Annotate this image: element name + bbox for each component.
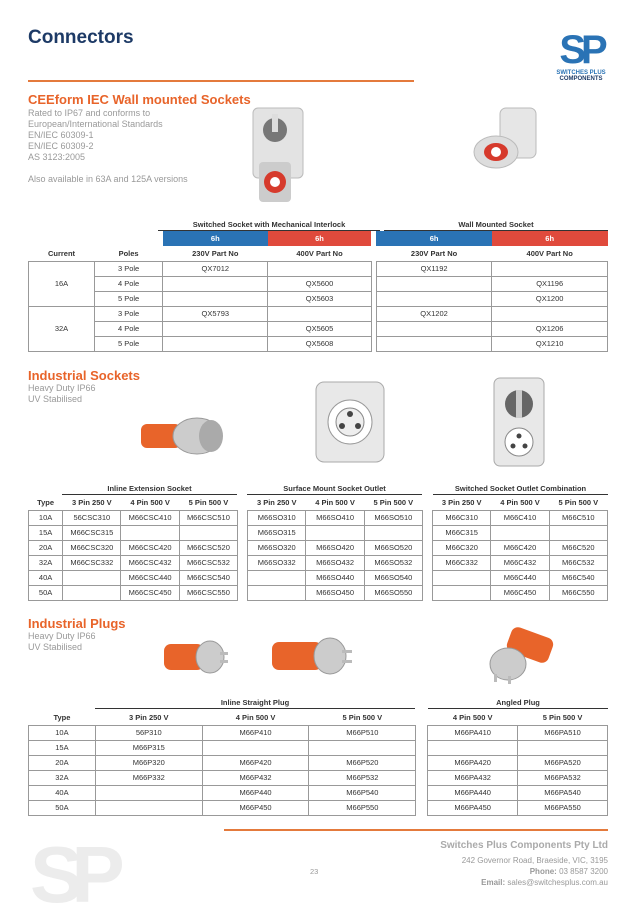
table-cell: M66PA410 [428, 725, 518, 740]
table-cell: M66P320 [95, 755, 202, 770]
col-header: 4 Pin 500 V [500, 497, 540, 507]
table-cell: M66PA520 [518, 755, 608, 770]
table-cell: M66CSC320 [63, 540, 121, 555]
table-cell: M66CSC440 [121, 570, 179, 585]
table-cell: M66C332 [433, 555, 491, 570]
table-cell: 56CSC310 [63, 510, 121, 525]
table-cell: 10A [29, 510, 63, 525]
logo-letters: SP [559, 28, 603, 72]
table-cell: M66CSC410 [121, 510, 179, 525]
table-row [29, 800, 608, 815]
table-cell: M66PA550 [518, 800, 608, 815]
col-header: 4 Pin 500 V [315, 497, 355, 507]
table-cell: 20A [29, 755, 96, 770]
table-cell: QX7012 [163, 261, 268, 276]
table-row [29, 525, 608, 540]
section-title-plugs: Industrial Plugs [28, 616, 126, 631]
section-desc-sockets [28, 383, 96, 405]
surface-socket-image [312, 378, 388, 466]
caption-rule [428, 708, 608, 709]
page-number: 23 [310, 867, 319, 876]
table-cell: QX1202 [376, 306, 492, 321]
table-cell: M66SO450 [306, 585, 364, 600]
angled-plug-image [478, 626, 564, 686]
table-cell: M66SO532 [364, 555, 422, 570]
table-cell: QX1200 [492, 291, 608, 306]
table-cell: M66SO432 [306, 555, 364, 570]
table-cell: 15A [29, 525, 63, 540]
table-cell: M66SO420 [306, 540, 364, 555]
phone-value: 03 8587 3200 [559, 867, 608, 876]
table-cell [549, 525, 607, 540]
table-cell [163, 321, 268, 336]
plugs-table [28, 710, 608, 816]
col-header: 400V Part No [526, 248, 573, 258]
table-row [29, 306, 608, 321]
table-cell: 56P310 [95, 725, 202, 740]
table-row [29, 510, 608, 525]
table-cell: 4 Pole [95, 276, 163, 291]
table-cell: M66P520 [309, 755, 416, 770]
table-cell [492, 261, 608, 276]
col-header: 5 Pin 500 V [373, 497, 414, 507]
email-value: sales@switchesplus.com.au [507, 878, 608, 887]
table-cell: 15A [29, 740, 96, 755]
section-title-sockets: Industrial Sockets [28, 368, 140, 383]
table-cell: M66SO540 [364, 570, 422, 585]
table-cell [364, 525, 422, 540]
table-cell: M66C540 [549, 570, 607, 585]
table-cell: M66CSC332 [63, 555, 121, 570]
col-header: 3 Pin 250 V [72, 497, 112, 507]
table-row [29, 336, 608, 351]
table-cell: M66C532 [549, 555, 607, 570]
table-cell: M66C450 [491, 585, 549, 600]
rating-6h: 6h [376, 231, 492, 246]
table-cell: M66CSC550 [179, 585, 237, 600]
desc-line: UV Stabilised [28, 642, 83, 652]
col-header: 4 Pin 500 V [235, 712, 276, 722]
table-cell: M66P532 [309, 770, 416, 785]
table-cell: 3 Pole [95, 261, 163, 276]
table-cell: M66PA450 [428, 800, 518, 815]
company-logo [548, 30, 614, 86]
col-header: Poles [118, 248, 139, 258]
desc-line: Rated to IP67 and conforms to [28, 108, 151, 118]
table-cell: QX5603 [268, 291, 371, 306]
table-cell [376, 336, 492, 351]
table-cell [309, 740, 416, 755]
table-cell: QX5605 [268, 321, 371, 336]
col-header: 5 Pin 500 V [188, 497, 229, 507]
table-cell: QX1192 [376, 261, 492, 276]
table-row [29, 585, 608, 600]
logo-line2: COMPONENTS [559, 76, 603, 82]
table-cell: M66SO550 [364, 585, 422, 600]
table-cell: M66SO410 [306, 510, 364, 525]
table-cell: M66SO332 [248, 555, 306, 570]
desc-line: EN/IEC 60309-2 [28, 141, 94, 151]
table-cell: QX1210 [492, 336, 608, 351]
caption-rule [95, 708, 415, 709]
col-header: 400V Part No [296, 248, 343, 258]
table-row [29, 291, 608, 306]
table-cell: M66PA440 [428, 785, 518, 800]
table-cell: M66P315 [95, 740, 202, 755]
table-cell [268, 261, 371, 276]
plug-3pin-image [160, 630, 230, 682]
section-title-ceeform: CEEform IEC Wall mounted Sockets [28, 92, 251, 107]
table-cell: M66P420 [202, 755, 309, 770]
phone-label: Phone: [529, 867, 557, 876]
desc-line: UV Stabilised [28, 394, 83, 404]
table-cell: M66CSC510 [179, 510, 237, 525]
company-name: Switches Plus Components Pty Ltd [440, 840, 608, 851]
table-cell: M66P510 [309, 725, 416, 740]
col-header: Current [47, 248, 76, 258]
rating-6h: 6h [268, 231, 371, 246]
switched-outlet-image [490, 374, 548, 470]
table-row [29, 740, 608, 755]
rating-6h: 6h [492, 231, 608, 246]
col-header: 5 Pin 500 V [542, 712, 583, 722]
table-cell: M66C410 [491, 510, 549, 525]
company-email [481, 877, 608, 889]
table-cell: M66P450 [202, 800, 309, 815]
table-cell [248, 570, 306, 585]
table-cell: 32A [29, 555, 63, 570]
caption-inline-socket: Inline Extension Socket [107, 484, 192, 493]
caption-straight-plug: Inline Straight Plug [220, 698, 290, 707]
table-cell: QX1196 [492, 276, 608, 291]
table-cell [306, 525, 364, 540]
wall-socket-image [470, 102, 550, 182]
footer-watermark-logo: SP [30, 830, 113, 919]
table-cell: M66CSC315 [63, 525, 121, 540]
plug-4pin-image [268, 630, 354, 682]
sockets-table [28, 495, 608, 601]
table-cell: 20A [29, 540, 63, 555]
table-cell: M66C550 [549, 585, 607, 600]
table-cell: 3 Pole [95, 306, 163, 321]
desc-line: EN/IEC 60309-1 [28, 130, 94, 140]
table-cell [95, 785, 202, 800]
table-cell: 50A [29, 800, 96, 815]
table-cell: M66P432 [202, 770, 309, 785]
table-cell: M66C420 [491, 540, 549, 555]
table-cell: 10A [29, 725, 96, 740]
table-cell [179, 525, 237, 540]
table-cell: QX1206 [492, 321, 608, 336]
table-cell [376, 291, 492, 306]
col-header: Type [53, 712, 71, 722]
table-cell [163, 276, 268, 291]
table-cell: 32A [29, 770, 96, 785]
col-header: 4 Pin 500 V [130, 497, 170, 507]
table-cell [433, 585, 491, 600]
col-header: 3 Pin 250 V [441, 497, 482, 507]
table-cell [95, 800, 202, 815]
desc-line: Heavy Duty IP66 [28, 383, 96, 393]
table-cell [376, 321, 492, 336]
table-cell: QX5600 [268, 276, 371, 291]
desc-note: Also available in 63A and 125A versions [28, 174, 188, 184]
table-cell: M66CSC520 [179, 540, 237, 555]
table-cell: M66SO440 [306, 570, 364, 585]
table-cell [121, 525, 179, 540]
ceeform-table [28, 231, 608, 352]
table-cell: M66P410 [202, 725, 309, 740]
col-header: 4 Pin 500 V [452, 712, 493, 722]
table-cell: 40A [29, 785, 96, 800]
caption-surface-socket: Surface Mount Socket Outlet [283, 484, 386, 493]
section-desc-plugs [28, 631, 96, 653]
table-cell: 50A [29, 585, 63, 600]
caption-switched-socket: Switched Socket with Mechanical Interlock [192, 220, 346, 229]
table-cell: M66PA532 [518, 770, 608, 785]
table-cell: M66CSC540 [179, 570, 237, 585]
table-cell: M66PA420 [428, 755, 518, 770]
table-cell: M66CSC432 [121, 555, 179, 570]
table-cell: M66PA432 [428, 770, 518, 785]
desc-line: Heavy Duty IP66 [28, 631, 96, 641]
table-cell: M66C520 [549, 540, 607, 555]
col-header: 5 Pin 500 V [342, 712, 383, 722]
col-header: 230V Part No [410, 248, 458, 258]
table-cell: 4 Pole [95, 321, 163, 336]
table-cell: M66P332 [95, 770, 202, 785]
email-label: Email: [481, 878, 506, 887]
table-cell: M66SO320 [248, 540, 306, 555]
table-cell: M66C310 [433, 510, 491, 525]
col-header: 3 Pin 250 V [128, 712, 169, 722]
section-desc-ceeform [28, 108, 188, 185]
table-row [29, 725, 608, 740]
table-cell [163, 291, 268, 306]
table-cell: M66C510 [549, 510, 607, 525]
desc-line: European/International Standards [28, 119, 163, 129]
caption-switched-outlet: Switched Socket Outlet Combination [454, 484, 587, 493]
table-cell: M66CSC532 [179, 555, 237, 570]
table-cell: M66PA540 [518, 785, 608, 800]
table-row [29, 570, 608, 585]
table-cell: M66SO310 [248, 510, 306, 525]
table-row [29, 770, 608, 785]
table-cell: M66C432 [491, 555, 549, 570]
table-cell [202, 740, 309, 755]
table-cell [433, 570, 491, 585]
table-cell: QX5793 [163, 306, 268, 321]
table-cell [376, 276, 492, 291]
col-header: 3 Pin 250 V [256, 497, 297, 507]
table-cell [518, 740, 608, 755]
table-cell [492, 306, 608, 321]
table-cell [248, 585, 306, 600]
caption-angled-plug: Angled Plug [496, 698, 540, 707]
col-header: 230V Part No [192, 248, 239, 258]
table-cell: 16A [29, 261, 95, 306]
table-cell [63, 570, 121, 585]
table-cell: M66P440 [202, 785, 309, 800]
table-row [29, 540, 608, 555]
table-cell: 40A [29, 570, 63, 585]
table-cell: M66SO315 [248, 525, 306, 540]
table-cell: M66C440 [491, 570, 549, 585]
table-cell: M66C320 [433, 540, 491, 555]
table-row [29, 555, 608, 570]
col-header: 5 Pin 500 V [558, 497, 599, 507]
footer-rule [224, 829, 608, 831]
table-cell [268, 306, 371, 321]
rating-6h: 6h [163, 231, 268, 246]
header-rule [28, 80, 414, 82]
table-row [29, 276, 608, 291]
table-cell [491, 525, 549, 540]
logo-line1: SWITCHES PLUS [556, 70, 606, 76]
table-cell: M66P540 [309, 785, 416, 800]
caption-wall-socket: Wall Mounted Socket [458, 220, 534, 229]
table-cell [428, 740, 518, 755]
table-cell [163, 336, 268, 351]
table-cell: 32A [29, 306, 95, 351]
col-header: Type [37, 497, 55, 507]
table-row [29, 755, 608, 770]
table-cell: M66SO510 [364, 510, 422, 525]
switched-socket-image [245, 100, 315, 210]
table-cell: QX5608 [268, 336, 371, 351]
table-cell: M66CSC420 [121, 540, 179, 555]
inline-socket-image [135, 410, 235, 460]
table-cell: 5 Pole [95, 291, 163, 306]
table-cell [63, 585, 121, 600]
page-title: Connectors [28, 27, 134, 48]
table-row [29, 261, 608, 276]
table-cell: M66SO520 [364, 540, 422, 555]
company-address: 242 Governor Road, Braeside, VIC, 3195 [461, 856, 608, 865]
table-cell: M66CSC450 [121, 585, 179, 600]
table-row [29, 321, 608, 336]
table-row [29, 785, 608, 800]
desc-line: AS 3123:2005 [28, 152, 86, 162]
table-cell: M66P550 [309, 800, 416, 815]
table-cell: M66C315 [433, 525, 491, 540]
table-cell: M66PA510 [518, 725, 608, 740]
table-cell: 5 Pole [95, 336, 163, 351]
